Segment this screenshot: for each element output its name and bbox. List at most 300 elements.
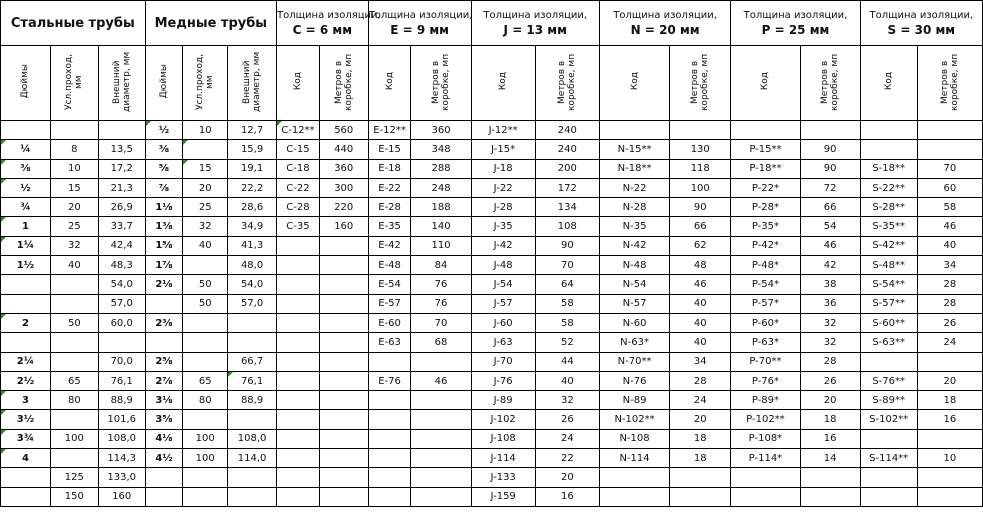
s-meters-cell: 18 <box>917 391 982 410</box>
insulation-header-p: Толщина изоляции, P = 25 мм <box>731 1 860 46</box>
j-code-cell: J-48 <box>471 256 535 275</box>
copper-nominal-cell <box>183 352 228 371</box>
e-meters-cell: 248 <box>411 178 471 197</box>
table-row <box>1 391 983 410</box>
copper-nominal-cell <box>183 410 228 429</box>
j-code-cell: J-60 <box>471 313 535 332</box>
copper-inches-cell: 4⅛ <box>145 429 183 448</box>
p-meters-cell <box>800 468 860 487</box>
copper-nominal-cell: 40 <box>183 236 228 255</box>
table-row <box>1 352 983 371</box>
insulation-header-c: Толщина изоляции, C = 6 мм <box>277 1 369 46</box>
copper-nominal-cell: 10 <box>183 121 228 140</box>
n-meters-cell: 100 <box>670 178 731 197</box>
e-code-cell <box>368 352 411 371</box>
steel-inches-cell: 2 <box>1 313 51 332</box>
c-meters-cell <box>319 275 368 294</box>
steel-outer-cell <box>98 333 145 352</box>
c-meters-cell <box>319 487 368 506</box>
copper-outer-cell <box>228 468 277 487</box>
steel-inches-cell: 1 <box>1 217 51 236</box>
c-code-cell <box>277 371 320 390</box>
s-meters-cell: 46 <box>917 217 982 236</box>
steel-nominal-cell <box>50 121 98 140</box>
e-code-cell: E-76 <box>368 371 411 390</box>
steel-nominal-cell <box>50 449 98 468</box>
copper-nominal-cell: 50 <box>183 275 228 294</box>
e-meters-cell <box>411 352 471 371</box>
steel-nominal-cell <box>50 410 98 429</box>
c-code-cell <box>277 294 320 313</box>
steel-inches-cell: 1¼ <box>1 236 51 255</box>
copper-outer-cell: 54,0 <box>228 275 277 294</box>
s-code-cell: S-102** <box>860 410 917 429</box>
n-meters-cell: 20 <box>670 410 731 429</box>
j-code-cell: J-76 <box>471 371 535 390</box>
j-meters-cell: 26 <box>535 410 599 429</box>
table-row <box>1 159 983 178</box>
s-meters-cell <box>917 429 982 448</box>
copper-nominal-cell <box>183 313 228 332</box>
steel-nominal-cell <box>50 333 98 352</box>
copper-inches-cell: 3⅛ <box>145 391 183 410</box>
steel-nominal-cell: 25 <box>50 217 98 236</box>
p-meters-cell: 28 <box>800 352 860 371</box>
n-meters-header: Метров в коробке, мп <box>670 46 731 121</box>
j-code-cell: J-63 <box>471 333 535 352</box>
copper-inches-cell: 1⅛ <box>145 198 183 217</box>
table-row <box>1 371 983 390</box>
steel-inches-cell: 3¾ <box>1 429 51 448</box>
steel-nominal-cell <box>50 352 98 371</box>
j-code-cell: J-35 <box>471 217 535 236</box>
steel-outer-cell: 114,3 <box>98 449 145 468</box>
copper-outer-cell: 114,0 <box>228 449 277 468</box>
steel-inches-cell: 3 <box>1 391 51 410</box>
e-code-cell: E-57 <box>368 294 411 313</box>
steel-inches-cell <box>1 487 51 506</box>
n-code-cell: N-60 <box>599 313 669 332</box>
e-meters-cell: 76 <box>411 275 471 294</box>
s-code-cell: S-76** <box>860 371 917 390</box>
steel-nominal-cell <box>50 294 98 313</box>
p-meters-cell: 46 <box>800 236 860 255</box>
j-code-cell: J-28 <box>471 198 535 217</box>
p-meters-cell: 72 <box>800 178 860 197</box>
p-meters-cell: 38 <box>800 275 860 294</box>
c-meters-cell <box>319 371 368 390</box>
s-code-header: Код <box>860 46 917 121</box>
n-code-cell: N-15** <box>599 140 669 159</box>
e-code-cell: E-22 <box>368 178 411 197</box>
s-code-cell <box>860 487 917 506</box>
steel-outer-cell: 42,4 <box>98 236 145 255</box>
e-meters-cell <box>411 468 471 487</box>
e-code-cell: E-60 <box>368 313 411 332</box>
n-code-cell: N-63* <box>599 333 669 352</box>
table-row <box>1 487 983 506</box>
p-meters-cell: 90 <box>800 159 860 178</box>
p-code-cell: P-35* <box>731 217 800 236</box>
table-row <box>1 121 983 140</box>
copper-inches-cell <box>145 468 183 487</box>
e-meters-cell: 84 <box>411 256 471 275</box>
n-code-cell <box>599 121 669 140</box>
steel-inches-header: Дюймы <box>1 46 51 121</box>
e-code-cell <box>368 449 411 468</box>
c-code-cell: C-35 <box>277 217 320 236</box>
copper-inches-cell: 2⅝ <box>145 352 183 371</box>
copper-nominal-cell: 100 <box>183 429 228 448</box>
copper-nominal-header: Усл.проход, мм <box>183 46 228 121</box>
c-meters-cell <box>319 236 368 255</box>
insulation-header-n: Толщина изоляции, N = 20 мм <box>599 1 730 46</box>
insulation-header-e: Толщина изоляции, E = 9 мм <box>368 1 471 46</box>
copper-nominal-cell <box>183 487 228 506</box>
p-meters-cell: 18 <box>800 410 860 429</box>
j-meters-cell: 24 <box>535 429 599 448</box>
c-code-cell: C-22 <box>277 178 320 197</box>
copper-nominal-cell <box>183 140 228 159</box>
c-meters-cell <box>319 333 368 352</box>
p-meters-cell: 54 <box>800 217 860 236</box>
n-meters-cell: 28 <box>670 371 731 390</box>
j-code-cell: J-133 <box>471 468 535 487</box>
steel-nominal-cell: 20 <box>50 198 98 217</box>
c-code-cell <box>277 352 320 371</box>
p-meters-cell: 42 <box>800 256 860 275</box>
j-meters-cell: 22 <box>535 449 599 468</box>
p-code-cell: P-70** <box>731 352 800 371</box>
n-meters-cell: 118 <box>670 159 731 178</box>
c-code-cell <box>277 236 320 255</box>
e-meters-cell <box>411 391 471 410</box>
steel-outer-cell: 160 <box>98 487 145 506</box>
copper-nominal-cell: 15 <box>183 159 228 178</box>
n-meters-cell: 130 <box>670 140 731 159</box>
steel-outer-cell: 26,9 <box>98 198 145 217</box>
j-code-cell: J-102 <box>471 410 535 429</box>
s-meters-cell: 16 <box>917 410 982 429</box>
s-meters-cell <box>917 468 982 487</box>
c-meters-cell <box>319 429 368 448</box>
c-meters-cell: 220 <box>319 198 368 217</box>
copper-nominal-cell: 100 <box>183 449 228 468</box>
j-meters-cell: 70 <box>535 256 599 275</box>
p-meters-cell <box>800 487 860 506</box>
table-row <box>1 410 983 429</box>
n-code-cell: N-89 <box>599 391 669 410</box>
n-meters-cell: 40 <box>670 333 731 352</box>
j-code-cell: J-108 <box>471 429 535 448</box>
e-meters-cell <box>411 429 471 448</box>
steel-outer-cell: 48,3 <box>98 256 145 275</box>
e-code-cell <box>368 391 411 410</box>
copper-outer-cell <box>228 333 277 352</box>
s-code-cell: S-18** <box>860 159 917 178</box>
steel-nominal-cell: 32 <box>50 236 98 255</box>
table-row <box>1 449 983 468</box>
j-meters-cell: 200 <box>535 159 599 178</box>
steel-inches-cell: ¼ <box>1 140 51 159</box>
copper-nominal-cell: 32 <box>183 217 228 236</box>
s-code-cell: S-42** <box>860 236 917 255</box>
steel-outer-cell: 60,0 <box>98 313 145 332</box>
s-code-cell: S-48** <box>860 256 917 275</box>
copper-inches-cell: 1⅝ <box>145 236 183 255</box>
p-meters-cell: 90 <box>800 140 860 159</box>
c-meters-cell <box>319 294 368 313</box>
steel-outer-cell <box>98 121 145 140</box>
e-meters-cell: 70 <box>411 313 471 332</box>
p-meters-cell: 32 <box>800 313 860 332</box>
steel-nominal-header: Усл.проход, мм <box>50 46 98 121</box>
steel-outer-cell: 21,3 <box>98 178 145 197</box>
copper-outer-cell: 12,7 <box>228 121 277 140</box>
copper-inches-cell: 1⅜ <box>145 217 183 236</box>
s-meters-cell: 40 <box>917 236 982 255</box>
copper-outer-cell <box>228 313 277 332</box>
e-code-cell: E-18 <box>368 159 411 178</box>
n-code-cell: N-22 <box>599 178 669 197</box>
table-row <box>1 313 983 332</box>
s-meters-cell: 24 <box>917 333 982 352</box>
p-code-cell: P-63* <box>731 333 800 352</box>
copper-nominal-cell: 25 <box>183 198 228 217</box>
s-meters-cell <box>917 352 982 371</box>
j-meters-cell: 64 <box>535 275 599 294</box>
c-code-cell: C-18 <box>277 159 320 178</box>
s-meters-cell: 10 <box>917 449 982 468</box>
p-code-cell <box>731 487 800 506</box>
e-code-cell: E-28 <box>368 198 411 217</box>
s-meters-header: Метров в коробке, мп <box>917 46 982 121</box>
p-code-cell: P-102** <box>731 410 800 429</box>
p-meters-cell: 20 <box>800 391 860 410</box>
c-meters-cell <box>319 410 368 429</box>
copper-inches-cell: ½ <box>145 121 183 140</box>
e-code-cell: E-12** <box>368 121 411 140</box>
table-row <box>1 294 983 313</box>
copper-inches-cell: 1⅞ <box>145 256 183 275</box>
steel-outer-cell: 108,0 <box>98 429 145 448</box>
s-meters-cell: 26 <box>917 313 982 332</box>
n-code-cell: N-54 <box>599 275 669 294</box>
n-meters-cell: 18 <box>670 429 731 448</box>
j-meters-cell: 32 <box>535 391 599 410</box>
steel-outer-cell: 101,6 <box>98 410 145 429</box>
e-code-cell: E-63 <box>368 333 411 352</box>
s-code-cell <box>860 121 917 140</box>
copper-outer-cell: 15,9 <box>228 140 277 159</box>
s-meters-cell: 70 <box>917 159 982 178</box>
p-code-cell: P-22* <box>731 178 800 197</box>
e-code-cell <box>368 487 411 506</box>
e-meters-cell: 188 <box>411 198 471 217</box>
n-meters-cell <box>670 468 731 487</box>
steel-nominal-cell: 65 <box>50 371 98 390</box>
c-code-cell <box>277 429 320 448</box>
copper-outer-cell: 108,0 <box>228 429 277 448</box>
j-meters-cell: 20 <box>535 468 599 487</box>
n-code-cell <box>599 468 669 487</box>
p-code-cell: P-76* <box>731 371 800 390</box>
steel-inches-cell <box>1 121 51 140</box>
insulation-header-j: Толщина изоляции, J = 13 мм <box>471 1 599 46</box>
j-code-cell: J-70 <box>471 352 535 371</box>
s-code-cell: S-54** <box>860 275 917 294</box>
s-meters-cell <box>917 487 982 506</box>
e-meters-cell: 68 <box>411 333 471 352</box>
insulation-header-s: Толщина изоляции, S = 30 мм <box>860 1 982 46</box>
p-code-cell: P-108* <box>731 429 800 448</box>
e-meters-cell: 288 <box>411 159 471 178</box>
c-code-cell <box>277 275 320 294</box>
copper-nominal-cell: 20 <box>183 178 228 197</box>
steel-nominal-cell: 150 <box>50 487 98 506</box>
p-code-cell: P-15** <box>731 140 800 159</box>
j-meters-cell: 108 <box>535 217 599 236</box>
s-meters-cell: 34 <box>917 256 982 275</box>
e-meters-cell: 76 <box>411 294 471 313</box>
j-meters-cell: 40 <box>535 371 599 390</box>
c-meters-cell <box>319 352 368 371</box>
steel-inches-cell <box>1 333 51 352</box>
p-code-cell: P-60* <box>731 313 800 332</box>
p-code-cell: P-18** <box>731 159 800 178</box>
copper-inches-cell: ⅜ <box>145 140 183 159</box>
e-meters-cell: 46 <box>411 371 471 390</box>
steel-inches-cell: 1½ <box>1 256 51 275</box>
copper-outer-cell <box>228 410 277 429</box>
copper-outer-cell <box>228 487 277 506</box>
n-code-cell: N-102** <box>599 410 669 429</box>
s-code-cell <box>860 140 917 159</box>
e-code-cell: E-48 <box>368 256 411 275</box>
table-row <box>1 468 983 487</box>
copper-inches-cell: 3⅝ <box>145 410 183 429</box>
n-meters-cell: 48 <box>670 256 731 275</box>
steel-nominal-cell: 40 <box>50 256 98 275</box>
p-code-cell: P-48* <box>731 256 800 275</box>
e-code-cell <box>368 410 411 429</box>
table-row <box>1 217 983 236</box>
s-code-cell: S-35** <box>860 217 917 236</box>
s-code-cell: S-22** <box>860 178 917 197</box>
c-meters-cell <box>319 256 368 275</box>
e-code-header: Код <box>368 46 411 121</box>
e-code-cell: E-54 <box>368 275 411 294</box>
c-code-cell <box>277 333 320 352</box>
s-code-cell: S-63** <box>860 333 917 352</box>
s-code-cell <box>860 429 917 448</box>
p-code-cell <box>731 468 800 487</box>
c-code-cell <box>277 391 320 410</box>
c-code-cell <box>277 487 320 506</box>
c-code-cell <box>277 256 320 275</box>
p-code-cell: P-28* <box>731 198 800 217</box>
j-meters-cell: 172 <box>535 178 599 197</box>
c-code-header: Код <box>277 46 320 121</box>
copper-pipes-header: Медные трубы <box>145 1 276 46</box>
copper-inches-cell: ⅝ <box>145 159 183 178</box>
s-code-cell: S-57** <box>860 294 917 313</box>
n-meters-cell: 90 <box>670 198 731 217</box>
copper-nominal-cell <box>183 468 228 487</box>
steel-inches-cell: ¾ <box>1 198 51 217</box>
steel-nominal-cell: 10 <box>50 159 98 178</box>
copper-nominal-cell: 65 <box>183 371 228 390</box>
c-meters-cell <box>319 468 368 487</box>
n-code-cell: N-76 <box>599 371 669 390</box>
copper-outer-header: Внешний диаметр, мм <box>228 46 277 121</box>
c-meters-cell: 300 <box>319 178 368 197</box>
s-code-cell <box>860 468 917 487</box>
p-code-cell <box>731 121 800 140</box>
s-meters-cell: 60 <box>917 178 982 197</box>
j-meters-cell: 58 <box>535 294 599 313</box>
steel-nominal-cell: 125 <box>50 468 98 487</box>
e-code-cell: E-15 <box>368 140 411 159</box>
p-meters-cell: 14 <box>800 449 860 468</box>
s-meters-cell: 28 <box>917 275 982 294</box>
copper-inches-header: Дюймы <box>145 46 183 121</box>
steel-inches-cell: ½ <box>1 178 51 197</box>
table-row <box>1 429 983 448</box>
c-code-cell <box>277 449 320 468</box>
j-meters-cell: 90 <box>535 236 599 255</box>
c-meters-cell <box>319 391 368 410</box>
p-meters-header: Метров в коробке, мп <box>800 46 860 121</box>
steel-nominal-cell <box>50 275 98 294</box>
n-code-cell: N-108 <box>599 429 669 448</box>
e-meters-cell: 140 <box>411 217 471 236</box>
n-meters-cell <box>670 487 731 506</box>
j-meters-cell: 134 <box>535 198 599 217</box>
copper-inches-cell: 2⅛ <box>145 275 183 294</box>
c-meters-cell: 360 <box>319 159 368 178</box>
copper-outer-cell: 41,3 <box>228 236 277 255</box>
n-meters-cell: 34 <box>670 352 731 371</box>
steel-inches-cell <box>1 294 51 313</box>
s-code-cell: S-28** <box>860 198 917 217</box>
copper-outer-cell: 34,9 <box>228 217 277 236</box>
copper-nominal-cell: 80 <box>183 391 228 410</box>
steel-outer-cell: 76,1 <box>98 371 145 390</box>
e-meters-cell <box>411 487 471 506</box>
table-row <box>1 236 983 255</box>
c-meters-cell: 160 <box>319 217 368 236</box>
table-row <box>1 333 983 352</box>
steel-inches-cell <box>1 275 51 294</box>
copper-inches-cell: 4½ <box>145 449 183 468</box>
j-meters-cell: 52 <box>535 333 599 352</box>
steel-nominal-cell: 50 <box>50 313 98 332</box>
p-code-cell: P-42* <box>731 236 800 255</box>
p-code-cell: P-114* <box>731 449 800 468</box>
table-row <box>1 140 983 159</box>
n-meters-cell: 66 <box>670 217 731 236</box>
n-meters-cell: 40 <box>670 313 731 332</box>
steel-nominal-cell: 8 <box>50 140 98 159</box>
e-code-cell: E-35 <box>368 217 411 236</box>
s-code-cell: S-60** <box>860 313 917 332</box>
n-code-cell: N-57 <box>599 294 669 313</box>
copper-outer-cell: 66,7 <box>228 352 277 371</box>
steel-outer-cell: 133,0 <box>98 468 145 487</box>
copper-inches-cell: 2⅜ <box>145 313 183 332</box>
copper-outer-cell: 22,2 <box>228 178 277 197</box>
